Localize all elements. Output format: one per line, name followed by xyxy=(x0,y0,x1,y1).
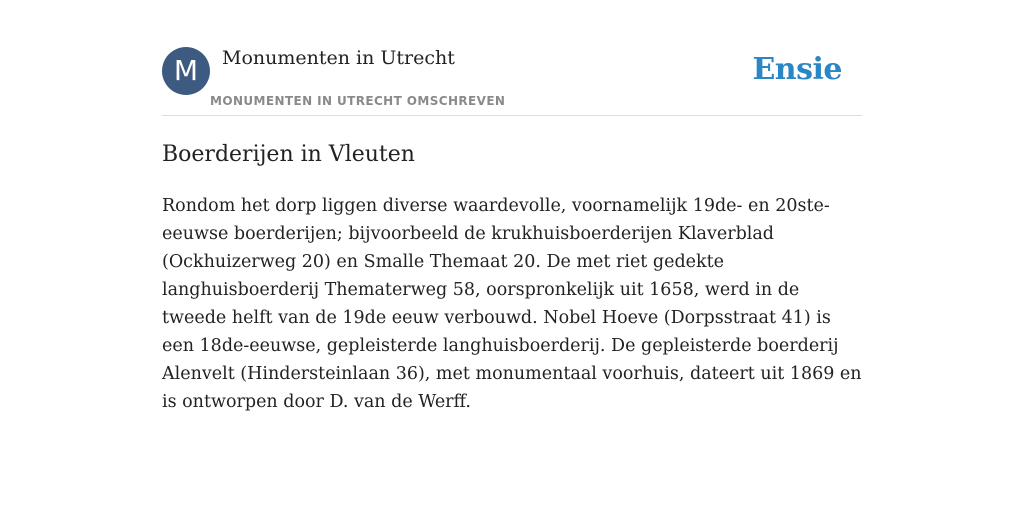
article-body: Rondom het dorp liggen diverse waardevolle, voornamelijk 19de- en 20ste-eeuwse boerderijen; bijvoorbeeld de krukhuisboerderijen Klaverblad (Ockhuizerweg 20) en Smalle Themaat 20. De met riet gedekte langhuisboerderij Thematerweg 58, oorspronkelijk uit 1658, werd in de tweede helft van de 19de eeuw verbouwd. Nobel Hoeve (Dorpsstraat 41) is een 18de-eeuwse, gepleisterde langhuisboerderij. De gepleisterde boerderij Alenvelt (Hindersteinlaan 36), met monumentaal voorhuis, dateert uit 1869 en is ontworpen door D. van de Werff. xyxy=(162,196,862,412)
source-subtitle: MONUMENTEN IN UTRECHT OMSCHREVEN xyxy=(210,94,506,108)
source-title-link[interactable]: Monumenten in Utrecht xyxy=(222,47,455,69)
header-divider xyxy=(162,115,862,116)
avatar[interactable]: M xyxy=(162,47,210,95)
article-title: Boerderijen in Vleuten xyxy=(162,142,415,167)
ensie-logo-link[interactable]: Ensie xyxy=(752,52,842,87)
